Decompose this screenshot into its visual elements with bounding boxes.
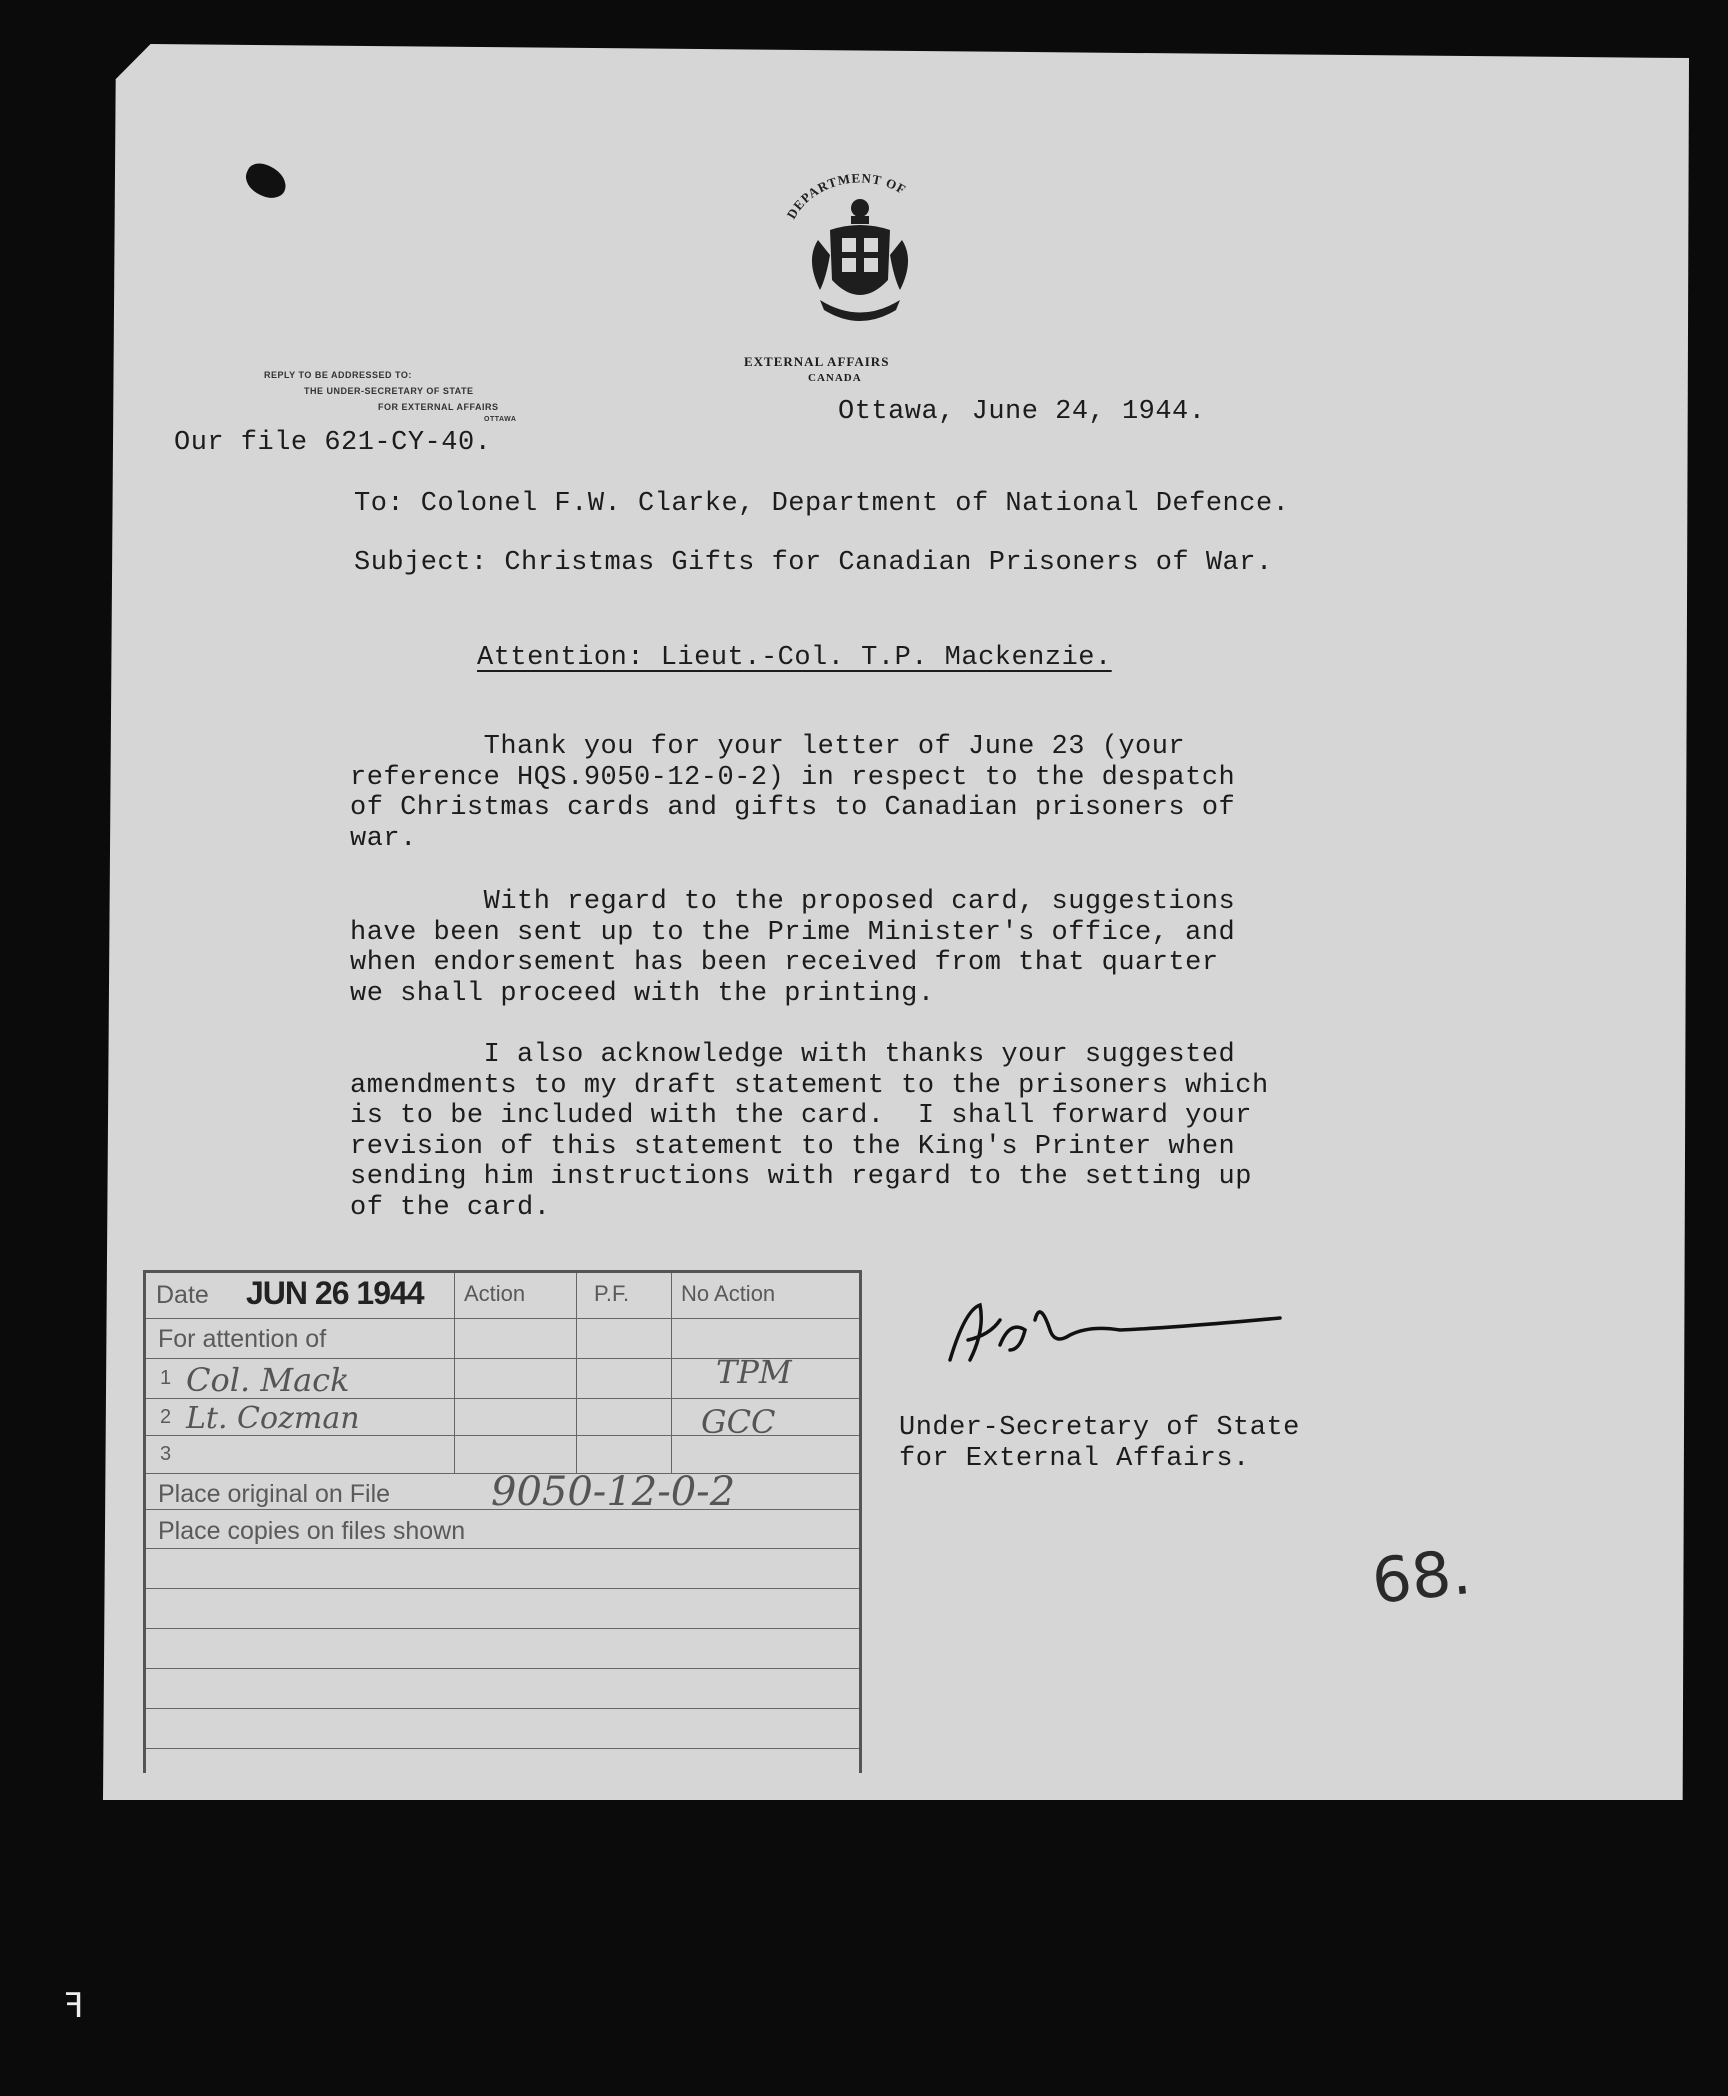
body-paragraph-3: I also acknowledge with thanks your suggested amendments to my draft statement to the prisoners which is to be included with the card. I shall forward your revision of this statement to the King's Printer when sending him instructions with regard to the setting up of the card. [350, 1040, 1269, 1223]
stamp-rule [146, 1668, 859, 1669]
file-reference: Our file 621-CY-40. [174, 428, 492, 458]
stamp-place-copies: Place copies on files shown [158, 1517, 466, 1545]
handwritten-row-2: Lt. Cozman [186, 1401, 360, 1436]
dept-arc-text: DEPARTMENT OF [783, 170, 910, 222]
to-line: To: Colonel F.W. Clarke, Department of National Defence. [354, 489, 1290, 519]
film-artifact: ꟻ [64, 1990, 84, 2028]
stamp-rule [146, 1628, 859, 1629]
handwritten-file-number: 9050-12-0-2 [491, 1469, 736, 1515]
signature-title-2: for External Affairs. [899, 1444, 1250, 1474]
reply-line-1: REPLY TO BE ADDRESSED TO: [264, 370, 412, 380]
reply-line-2: THE UNDER-SECRETARY OF STATE [304, 386, 474, 396]
stamp-rule [146, 1318, 859, 1319]
coat-of-arms-icon [760, 160, 960, 340]
stamp-rule [146, 1748, 859, 1749]
reply-line-3: FOR EXTERNAL AFFAIRS [378, 402, 499, 412]
body-paragraph-2: With regard to the proposed card, suggestions have been sent up to the Prime Minister's office, and when endorsement has been received from that quarter we shall proceed with the printing. [350, 887, 1236, 1009]
stamp-attention-label: For attention of [158, 1325, 327, 1353]
handwritten-row-1: Col. Mack [186, 1361, 350, 1399]
stamp-divider [576, 1273, 577, 1473]
stamp-date-value: JUN 26 1944 [246, 1275, 424, 1311]
stamp-row-3-number: 3 [160, 1443, 172, 1465]
place-date: Ottawa, June 24, 1944. [838, 397, 1206, 427]
stamp-pf-header: P.F. [594, 1281, 630, 1306]
country-name: CANADA [808, 372, 862, 384]
stamp-rule [146, 1708, 859, 1709]
stamp-row-2-number: 2 [160, 1406, 172, 1428]
body-paragraph-1: Thank you for your letter of June 23 (your reference HQS.9050-12-0-2) in respect to the despatch of Christmas cards and gifts to Canadian prisoners of war. [350, 732, 1236, 854]
dept-name: EXTERNAL AFFAIRS [744, 354, 890, 369]
stamp-divider [671, 1273, 672, 1473]
attention-line: Attention: Lieut.-Col. T.P. Mackenzie. [477, 643, 1112, 673]
handwritten-initials-1: TPM [716, 1353, 792, 1391]
page-number: 68. [1368, 1535, 1475, 1618]
stamp-action-header: Action [464, 1281, 526, 1306]
stamp-place-original: Place original on File [158, 1480, 391, 1508]
stamp-date-label: Date [156, 1281, 209, 1309]
handwritten-initials-2: GCC [701, 1403, 776, 1441]
reply-line-4: OTTAWA [484, 416, 517, 423]
stamp-rule [146, 1548, 859, 1549]
stamp-divider [454, 1273, 455, 1473]
handwritten-signature [940, 1290, 1290, 1380]
registry-stamp [143, 1270, 862, 1773]
stamp-no-action-header: No Action [681, 1281, 776, 1306]
svg-text:DEPARTMENT OF [783, 170, 909, 221]
stamp-row-1-number: 1 [160, 1367, 172, 1389]
subject-line: Subject: Christmas Gifts for Canadian Prisoners of War. [354, 548, 1273, 578]
signature-title-1: Under-Secretary of State [899, 1413, 1300, 1443]
stamp-rule [146, 1588, 859, 1589]
